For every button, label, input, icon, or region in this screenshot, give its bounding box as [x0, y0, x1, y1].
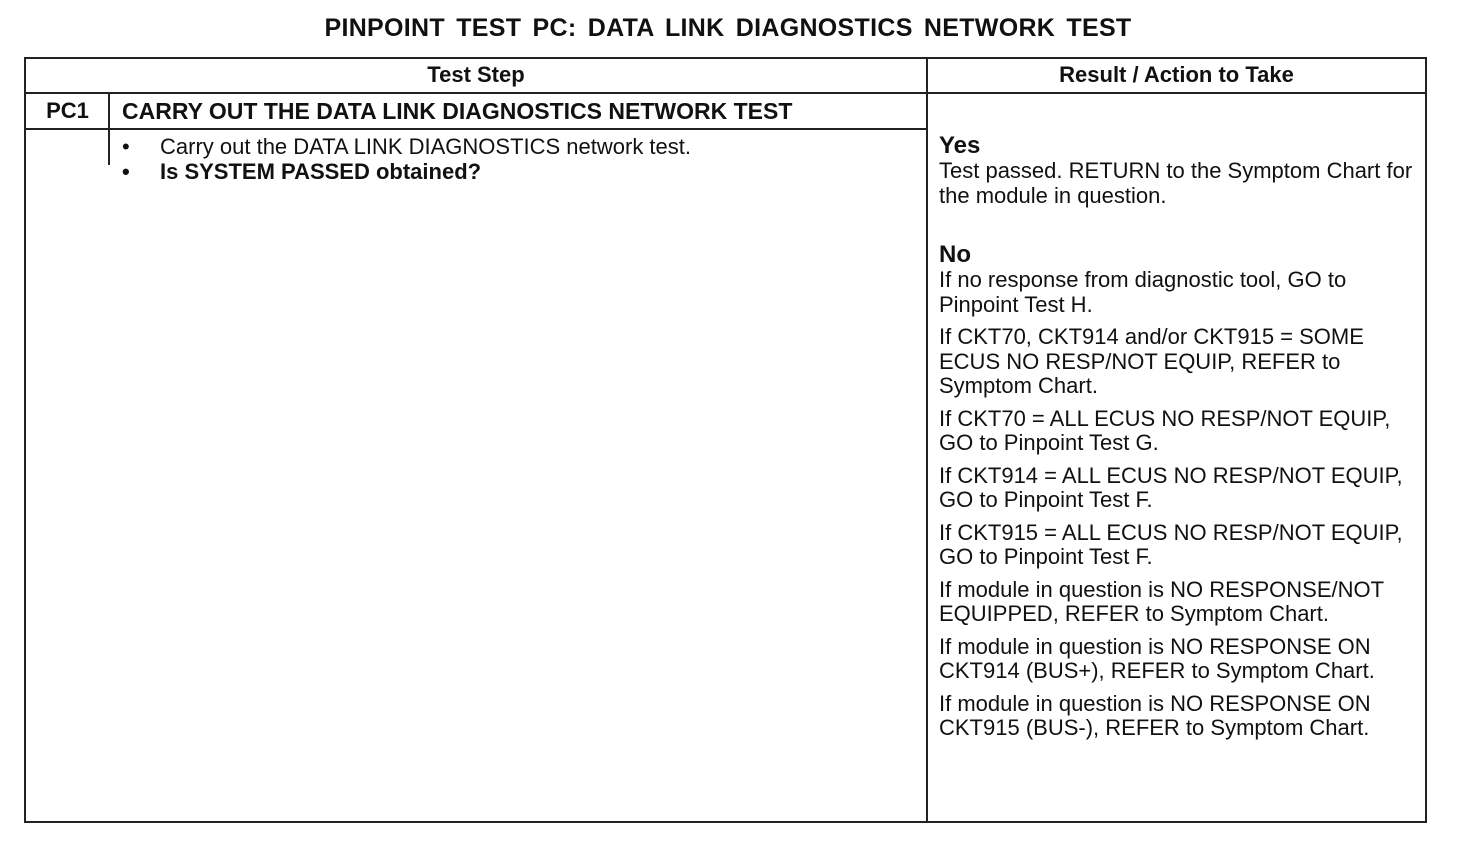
step-title: CARRY OUT THE DATA LINK DIAGNOSTICS NETWORK TEST [122, 98, 793, 124]
column-divider [926, 59, 928, 821]
result-no-item: If module in question is NO RESPONSE ON CKT914 (BUS+), REFER to Symptom Chart. [939, 633, 1375, 683]
step-title-divider [26, 128, 926, 130]
pinpoint-test-table [24, 57, 1427, 823]
result-no-item: If CKT70 = ALL ECUS NO RESP/NOT EQUIP, GO to Pinpoint Test G. [939, 405, 1391, 455]
instruction-question: • Is SYSTEM PASSED obtained? [118, 159, 691, 184]
result-no-label: No [939, 241, 971, 268]
header-test-step: Test Step [427, 62, 525, 87]
header-divider [26, 92, 1425, 94]
result-no-item: If CKT915 = ALL ECUS NO RESP/NOT EQUIP, GO to Pinpoint Test F. [939, 519, 1403, 569]
instruction-item: • Carry out the DATA LINK DIAGNOSTICS network test. [118, 134, 691, 159]
step-id: PC1 [46, 98, 89, 123]
results-column [939, 133, 1419, 741]
result-yes-text: Test passed. RETURN to the Symptom Chart for the module in question. [939, 158, 1413, 208]
header-result-action: Result / Action to Take [1059, 62, 1294, 87]
result-no-item: If no response from diagnostic tool, GO to Pinpoint Test H. [939, 267, 1347, 317]
result-no-item: If module in question is NO RESPONSE/NOT EQUIPPED, REFER to Symptom Chart. [939, 576, 1384, 626]
result-no-item: If CKT70, CKT914 and/or CKT915 = SOME ECUS NO RESP/NOT EQUIP, REFER to Symptom Chart. [939, 324, 1364, 398]
step-instructions [118, 134, 691, 184]
page-title: PINPOINT TEST PC: DATA LINK DIAGNOSTICS NETWORK TEST [324, 14, 1132, 42]
result-no-item: If CKT914 = ALL ECUS NO RESP/NOT EQUIP, GO to Pinpoint Test F. [939, 462, 1403, 512]
result-yes-label: Yes [939, 132, 981, 159]
result-no-item: If module in question is NO RESPONSE ON CKT915 (BUS-), REFER to Symptom Chart. [939, 690, 1371, 740]
